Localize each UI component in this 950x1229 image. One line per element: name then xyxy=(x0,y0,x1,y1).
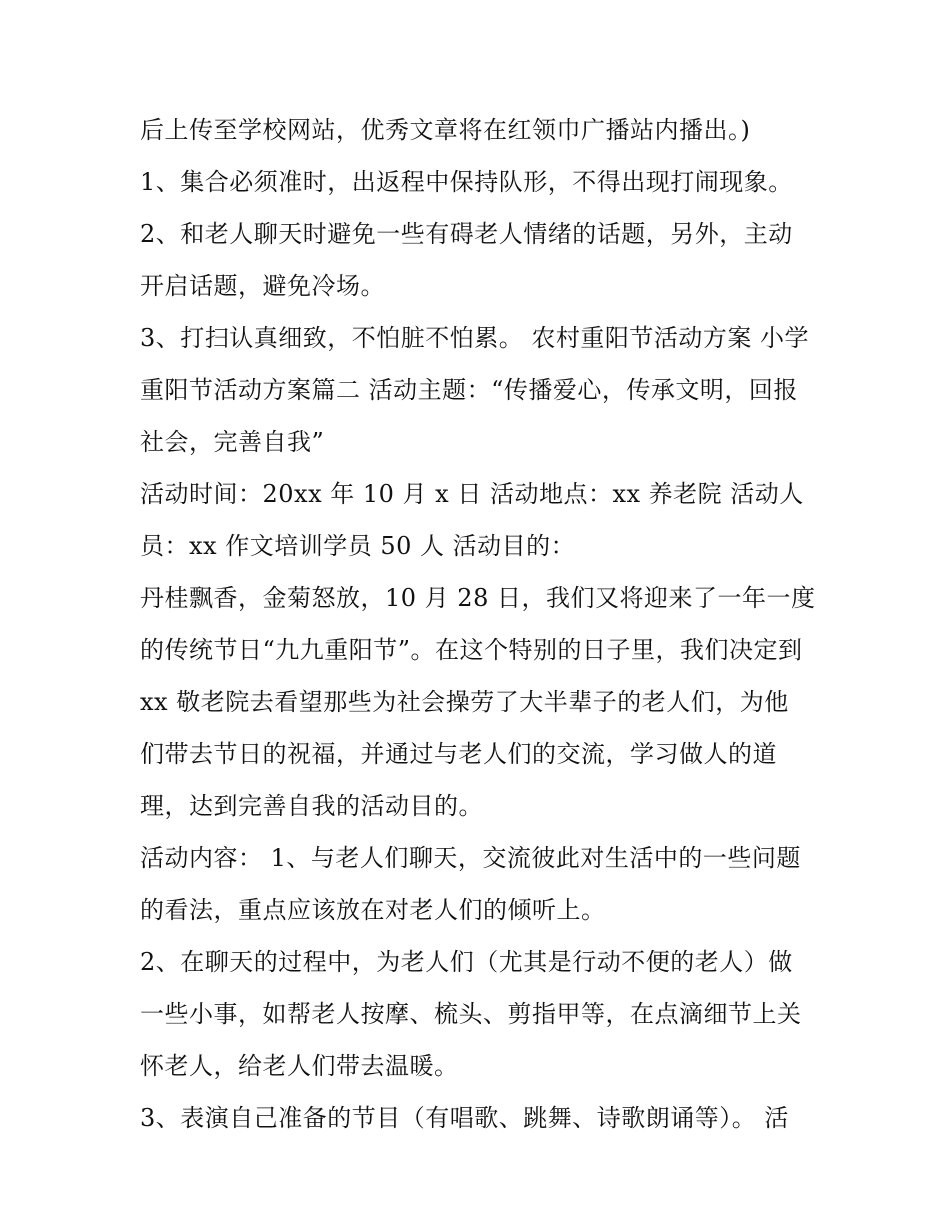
text-line: 的看法，重点应该放在对老人们的倾听上。 xyxy=(140,896,606,924)
document-body xyxy=(140,104,820,1144)
text-line: 开启话题，避免冷场。 xyxy=(140,272,385,300)
text-line: 员：xx 作文培训学员 50 人 活动目的： xyxy=(140,532,576,560)
text-line: 活动内容： 1、与老人们聊天，交流彼此对生活中的一些问题 xyxy=(140,844,801,872)
text-line: 重阳节活动方案篇二 活动主题：“传播爱心，传承文明，回报 xyxy=(140,376,798,404)
text-line: 3、表演自己准备的节目（有唱歌、跳舞、诗歌朗诵等）。 活 xyxy=(140,1104,789,1132)
text-line: 3、打扫认真细致，不怕脏不怕累。 农村重阳节活动方案 小学 xyxy=(140,324,810,352)
text-line: 一些小事，如帮老人按摩、梳头、剪指甲等，在点滴细节上关 xyxy=(140,1000,802,1028)
text-line: 2、和老人聊天时避免一些有碍老人情绪的话题，另外，主动 xyxy=(140,220,793,248)
text-line: 理，达到完善自我的活动目的。 xyxy=(140,792,483,820)
text-line: xx 敬老院去看望那些为社会操劳了大半辈子的老人们，为他 xyxy=(140,688,789,716)
text-line: 社会，完善自我” xyxy=(140,428,325,456)
text-line: 们带去节日的祝福，并通过与老人们的交流，学习做人的道 xyxy=(140,740,777,768)
text-line: 后上传至学校网站，优秀文章将在红领巾广播站内播出。) xyxy=(140,116,751,144)
text-line: 1、集合必须准时，出返程中保持队形，不得出现打闹现象。 xyxy=(140,168,793,196)
text-line: 的传统节日“九九重阳节”。在这个特别的日子里，我们决定到 xyxy=(140,636,803,664)
text-line: 2、在聊天的过程中，为老人们（尤其是行动不便的老人）做 xyxy=(140,948,793,976)
text-line: 活动时间：20xx 年 10 月 x 日 活动地点：xx 养老院 活动人 xyxy=(140,480,804,508)
text-line: 怀老人，给老人们带去温暖。 xyxy=(140,1052,459,1080)
text-line: 丹桂飘香，金菊怒放，10 月 28 日，我们又将迎来了一年一度 xyxy=(140,584,816,612)
